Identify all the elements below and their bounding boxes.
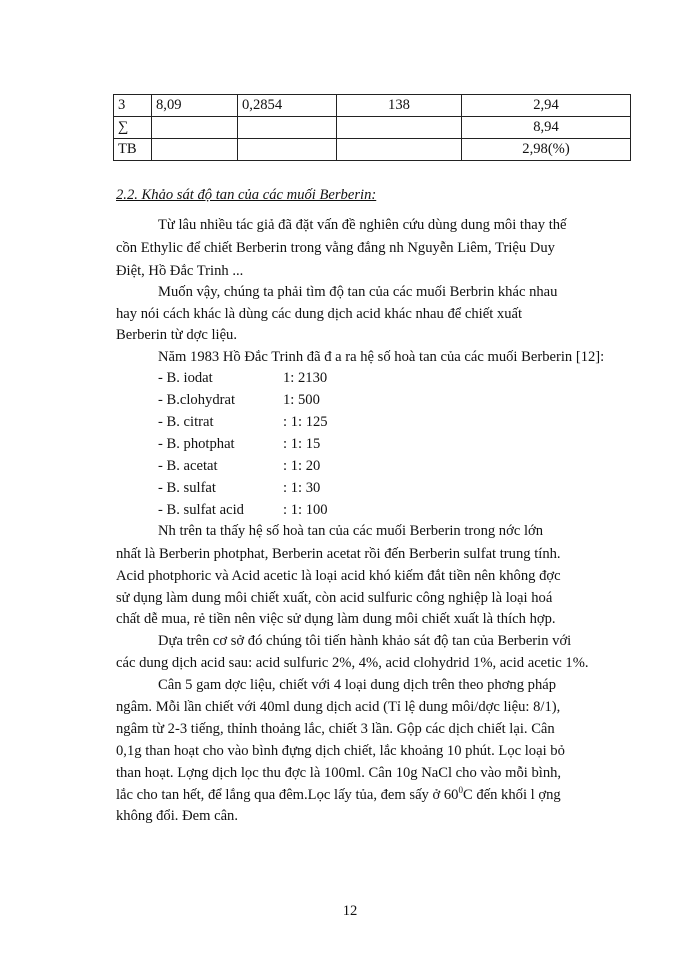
results-table — [113, 94, 631, 161]
salt-name: - B. iodat — [158, 370, 213, 386]
table-cell: 2,94 — [462, 95, 631, 117]
table-row — [114, 139, 631, 161]
paragraph-line: Dựa trên cơ sở đó chúng tôi tiến hành khảo sát độ tan của Berberin với — [158, 633, 572, 649]
table-cell: 2,98(%) — [462, 139, 631, 161]
table-row — [114, 117, 631, 139]
table-cell: 3 — [114, 95, 152, 117]
table-cell — [152, 117, 238, 139]
list-item — [158, 458, 321, 475]
paragraph-line: cồn Ethylic để chiết Berberin trong vằng đắng nh Nguyễn Liêm, Triệu Duy — [116, 240, 555, 256]
list-item — [158, 502, 328, 519]
paragraph-line: 0,1g than hoạt cho vào bình đựng dịch chiết, lắc khoảng 10 phút. Lọc loại bỏ — [116, 743, 565, 759]
paragraph-line: than hoạt. Lợng dịch lọc thu đợc là 100ml. Cân 10g NaCl cho vào mỗi bình, — [116, 765, 562, 781]
list-item — [158, 414, 328, 431]
salt-ratio: 1: 2130 — [283, 370, 328, 386]
salt-name: - B. acetat — [158, 458, 218, 474]
paragraph-line: nhất là Berberin photphat, Berberin acetat rồi đến Berberin sulfat trung tính. — [116, 546, 561, 562]
salt-ratio: : 1: 125 — [283, 414, 328, 430]
paragraph-line — [116, 786, 561, 804]
paragraph-line: không đổi. Đem cân. — [116, 808, 238, 824]
paragraph-line: Cân 5 gam dợc liệu, chiết với 4 loại dung dịch trên theo phơng pháp — [158, 677, 557, 693]
paragraph-line: ngâm từ 2-3 tiếng, thỉnh thoảng lắc, chiết 3 lần. Gộp các dịch chiết lại. Cân — [116, 721, 555, 737]
paragraph-line: các dung dịch acid sau: acid sulfuric 2%, 4%, acid clohydrid 1%, acid acetic 1%. — [116, 655, 589, 671]
salt-ratio: 1: 500 — [283, 392, 320, 408]
paragraph-line: hay nói cách khác là dùng các dung dịch acid khác nhau để chiết xuất — [116, 306, 523, 322]
superscript-degree: 0 — [458, 785, 463, 796]
paragraph-line: Năm 1983 Hồ Đắc Trinh đã đ a ra hệ số hoà tan của các muối Berberin [12]: — [158, 349, 605, 365]
salt-name: - B. citrat — [158, 414, 214, 430]
paragraph-line: Muốn vậy, chúng ta phải tìm độ tan của các muối Berbrin khác nhau — [158, 284, 558, 300]
table-cell — [152, 139, 238, 161]
table-cell: 8,09 — [152, 95, 238, 117]
paragraph-line: Acid photphoric và Acid acetic là loại acid khó kiếm đắt tiền nên không đợc — [116, 568, 561, 584]
salt-ratio: : 1: 20 — [283, 458, 321, 474]
paragraph-line: ngâm. Mỗi lần chiết với 40ml dung dịch acid (Tỉ lệ dung môi/dợc liệu: 8/1), — [116, 699, 561, 715]
table-row — [114, 95, 631, 117]
table-cell — [238, 139, 337, 161]
list-item — [158, 370, 328, 387]
paragraph-line: chất dễ mua, rẻ tiền nên việc sử dụng làm dung môi chiết xuất là thích hợp. — [116, 611, 556, 627]
paragraph-line: Điệt, Hồ Đắc Trinh ... — [116, 263, 244, 279]
text-run: C đến khối l ợng — [462, 787, 561, 803]
table-cell: TB — [114, 139, 152, 161]
salt-name: - B. sulfat acid — [158, 502, 244, 518]
table-cell: 138 — [337, 95, 462, 117]
text-run: lắc cho tan hết, để lắng qua đêm.Lọc lấy tủa, đem sấy ở 60 — [116, 787, 459, 803]
page-number: 12 — [342, 903, 358, 919]
paragraph-line: Nh trên ta thấy hệ số hoà tan của các muối Berberin trong nớc lớn — [158, 523, 544, 539]
table-cell: 8,94 — [462, 117, 631, 139]
salt-name: - B. photphat — [158, 436, 235, 452]
salt-ratio: : 1: 30 — [283, 480, 321, 496]
paragraph-line: sử dụng làm dung môi chiết xuất, còn acid sulfuric công nghiệp là loại hoá — [116, 590, 553, 606]
salt-name: - B.clohydrat — [158, 392, 236, 408]
table-cell — [337, 117, 462, 139]
table-cell — [337, 139, 462, 161]
section-heading: 2.2. Khảo sát độ tan của các muối Berberin: — [116, 187, 377, 203]
paragraph-line: Từ lâu nhiều tác giả đã đặt vấn đề nghiên cứu dùng dung môi thay thế — [158, 217, 567, 233]
table-cell: 0,2854 — [238, 95, 337, 117]
salt-ratio: : 1: 100 — [283, 502, 328, 518]
list-item — [158, 392, 320, 409]
salt-name: - B. sulfat — [158, 480, 216, 496]
salt-ratio: : 1: 15 — [283, 436, 321, 452]
table-cell — [238, 117, 337, 139]
list-item — [158, 480, 321, 497]
paragraph-line: Berberin từ dợc liệu. — [116, 327, 237, 343]
table-cell: ∑ — [114, 117, 152, 139]
list-item — [158, 436, 321, 453]
